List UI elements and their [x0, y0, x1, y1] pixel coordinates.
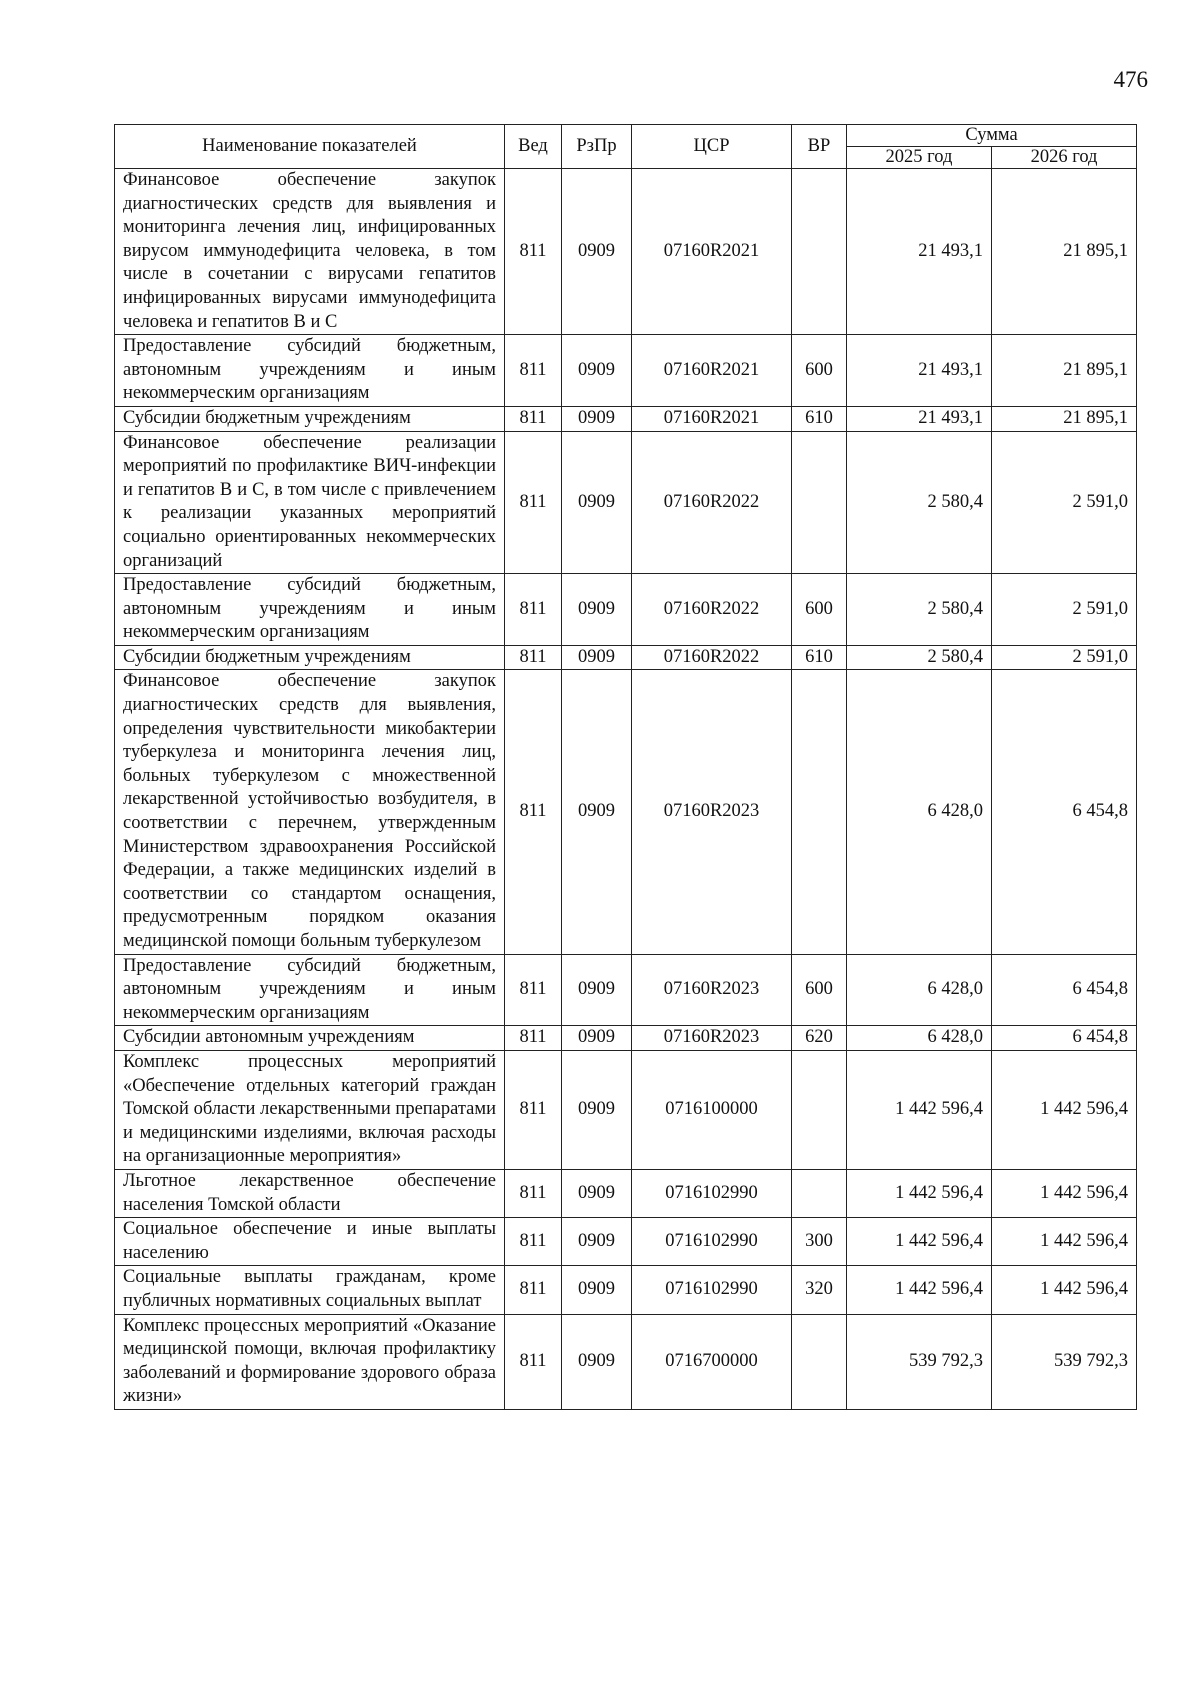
- amount-2025-cell: 1 442 596,4: [847, 1050, 992, 1169]
- amount-2026-cell: 2 591,0: [992, 574, 1137, 646]
- header-ved: Вед: [505, 125, 562, 169]
- ved-cell: 811: [505, 1314, 562, 1409]
- amount-2026-cell: 1 442 596,4: [992, 1169, 1137, 1217]
- vr-cell: 620: [792, 1026, 847, 1051]
- ved-cell: 811: [505, 169, 562, 335]
- table-body: [115, 169, 1137, 1410]
- amount-2025-cell: 21 493,1: [847, 335, 992, 407]
- amount-2026-cell: 1 442 596,4: [992, 1050, 1137, 1169]
- vr-cell: 320: [792, 1266, 847, 1314]
- amount-2025-cell: 6 428,0: [847, 670, 992, 954]
- amount-2026-cell: 6 454,8: [992, 1026, 1137, 1051]
- indicator-name: Финансовое обеспечение реализации мероприятий по профилактике ВИЧ-инфекции и гепатитов B и C, в том числе с привлечением к реализации указанных мероприятий социально ориентированных некоммерческих организаций: [115, 431, 505, 574]
- header-csr: ЦСР: [632, 125, 792, 169]
- header-rzpr: РзПр: [562, 125, 632, 169]
- table-row: [115, 431, 1137, 574]
- table-row: [115, 1218, 1137, 1266]
- indicator-name: Предоставление субсидий бюджетным, автономным учреждениям и иным некоммерческим организациям: [115, 574, 505, 646]
- table-row: [115, 645, 1137, 670]
- amount-2026-cell: 2 591,0: [992, 431, 1137, 574]
- header-year-2025: 2025 год: [847, 147, 992, 169]
- vr-cell: [792, 431, 847, 574]
- amount-2025-cell: 1 442 596,4: [847, 1218, 992, 1266]
- table-row: [115, 954, 1137, 1026]
- rzpr-cell: 0909: [562, 431, 632, 574]
- amount-2026-cell: 1 442 596,4: [992, 1266, 1137, 1314]
- csr-cell: 0716102990: [632, 1169, 792, 1217]
- vr-cell: 610: [792, 406, 847, 431]
- vr-cell: 600: [792, 954, 847, 1026]
- indicator-name: Социальное обеспечение и иные выплаты населению: [115, 1218, 505, 1266]
- rzpr-cell: 0909: [562, 169, 632, 335]
- ved-cell: 811: [505, 431, 562, 574]
- indicator-name: Комплекс процессных мероприятий «Оказание медицинской помощи, включая профилактику заболеваний и формирование здорового образа жизни»: [115, 1314, 505, 1409]
- amount-2025-cell: 6 428,0: [847, 954, 992, 1026]
- amount-2025-cell: 21 493,1: [847, 169, 992, 335]
- table-row: [115, 169, 1137, 335]
- amount-2026-cell: 21 895,1: [992, 335, 1137, 407]
- table-header: [115, 125, 1137, 169]
- amount-2026-cell: 539 792,3: [992, 1314, 1137, 1409]
- indicator-name: Комплекс процессных мероприятий «Обеспечение отдельных категорий граждан Томской области лекарственными препаратами и медицинскими изделиями, включая расходы на организационные мероприятия»: [115, 1050, 505, 1169]
- rzpr-cell: 0909: [562, 1169, 632, 1217]
- vr-cell: 610: [792, 645, 847, 670]
- amount-2026-cell: 6 454,8: [992, 954, 1137, 1026]
- rzpr-cell: 0909: [562, 1050, 632, 1169]
- budget-table: [114, 124, 1137, 1410]
- indicator-name: Финансовое обеспечение закупок диагностических средств для выявления и мониторинга лечения лиц, инфицированных вирусом иммунодефицита человека, в том числе в сочетании с вирусами гепатитов инфицированных вирусами иммунодефицита человека и гепатитов B и C: [115, 169, 505, 335]
- table-row: [115, 670, 1137, 954]
- amount-2025-cell: 6 428,0: [847, 1026, 992, 1051]
- csr-cell: 07160R2023: [632, 954, 792, 1026]
- rzpr-cell: 0909: [562, 1314, 632, 1409]
- vr-cell: [792, 1169, 847, 1217]
- page-number: 476: [1113, 67, 1148, 92]
- indicator-name: Субсидии бюджетным учреждениям: [115, 645, 505, 670]
- csr-cell: 0716700000: [632, 1314, 792, 1409]
- rzpr-cell: 0909: [562, 645, 632, 670]
- rzpr-cell: 0909: [562, 670, 632, 954]
- ved-cell: 811: [505, 670, 562, 954]
- amount-2025-cell: 1 442 596,4: [847, 1169, 992, 1217]
- vr-cell: 600: [792, 335, 847, 407]
- vr-cell: [792, 1314, 847, 1409]
- table-row: [115, 574, 1137, 646]
- amount-2026-cell: 1 442 596,4: [992, 1218, 1137, 1266]
- csr-cell: 07160R2023: [632, 670, 792, 954]
- vr-cell: 300: [792, 1218, 847, 1266]
- header-name: Наименование показателей: [115, 125, 505, 169]
- ved-cell: 811: [505, 1050, 562, 1169]
- ved-cell: 811: [505, 1026, 562, 1051]
- vr-cell: [792, 169, 847, 335]
- ved-cell: 811: [505, 645, 562, 670]
- amount-2025-cell: 2 580,4: [847, 431, 992, 574]
- vr-cell: [792, 1050, 847, 1169]
- indicator-name: Финансовое обеспечение закупок диагностических средств для выявления, определения чувствительности микобактерии туберкулеза и мониторинга лечения лиц, больных туберкулезом с множественной лекарственной устойчивостью возбудителя, в соответствии с перечнем, утвержденным Министерством здравоохранения Российской Федерации, а также медицинских изделий в соответствии со стандартом оснащения, предусмотренным порядком оказания медицинской помощи больным туберкулезом: [115, 670, 505, 954]
- amount-2025-cell: 1 442 596,4: [847, 1266, 992, 1314]
- table-row: [115, 1266, 1137, 1314]
- csr-cell: 07160R2021: [632, 169, 792, 335]
- csr-cell: 0716102990: [632, 1218, 792, 1266]
- csr-cell: 07160R2021: [632, 406, 792, 431]
- table-row: [115, 335, 1137, 407]
- rzpr-cell: 0909: [562, 1266, 632, 1314]
- header-vr: ВР: [792, 125, 847, 169]
- table-row: [115, 1169, 1137, 1217]
- ved-cell: 811: [505, 1169, 562, 1217]
- header-summa: Сумма: [847, 125, 1137, 147]
- amount-2026-cell: 21 895,1: [992, 406, 1137, 431]
- indicator-name: Предоставление субсидий бюджетным, автономным учреждениям и иным некоммерческим организациям: [115, 954, 505, 1026]
- ved-cell: 811: [505, 954, 562, 1026]
- indicator-name: Социальные выплаты гражданам, кроме публичных нормативных социальных выплат: [115, 1266, 505, 1314]
- rzpr-cell: 0909: [562, 335, 632, 407]
- indicator-name: Льготное лекарственное обеспечение населения Томской области: [115, 1169, 505, 1217]
- rzpr-cell: 0909: [562, 574, 632, 646]
- amount-2026-cell: 2 591,0: [992, 645, 1137, 670]
- amount-2025-cell: 2 580,4: [847, 574, 992, 646]
- ved-cell: 811: [505, 1266, 562, 1314]
- ved-cell: 811: [505, 335, 562, 407]
- indicator-name: Субсидии бюджетным учреждениям: [115, 406, 505, 431]
- rzpr-cell: 0909: [562, 1218, 632, 1266]
- csr-cell: 0716100000: [632, 1050, 792, 1169]
- csr-cell: 0716102990: [632, 1266, 792, 1314]
- rzpr-cell: 0909: [562, 954, 632, 1026]
- indicator-name: Субсидии автономным учреждениям: [115, 1026, 505, 1051]
- table-row: [115, 1026, 1137, 1051]
- vr-cell: [792, 670, 847, 954]
- amount-2025-cell: 539 792,3: [847, 1314, 992, 1409]
- table-row: [115, 1050, 1137, 1169]
- header-year-2026: 2026 год: [992, 147, 1137, 169]
- vr-cell: 600: [792, 574, 847, 646]
- amount-2025-cell: 2 580,4: [847, 645, 992, 670]
- amount-2025-cell: 21 493,1: [847, 406, 992, 431]
- ved-cell: 811: [505, 1218, 562, 1266]
- table-row: [115, 406, 1137, 431]
- csr-cell: 07160R2023: [632, 1026, 792, 1051]
- table-row: [115, 1314, 1137, 1409]
- indicator-name: Предоставление субсидий бюджетным, автономным учреждениям и иным некоммерческим организациям: [115, 335, 505, 407]
- csr-cell: 07160R2021: [632, 335, 792, 407]
- csr-cell: 07160R2022: [632, 574, 792, 646]
- rzpr-cell: 0909: [562, 406, 632, 431]
- ved-cell: 811: [505, 574, 562, 646]
- amount-2026-cell: 6 454,8: [992, 670, 1137, 954]
- ved-cell: 811: [505, 406, 562, 431]
- csr-cell: 07160R2022: [632, 645, 792, 670]
- csr-cell: 07160R2022: [632, 431, 792, 574]
- amount-2026-cell: 21 895,1: [992, 169, 1137, 335]
- rzpr-cell: 0909: [562, 1026, 632, 1051]
